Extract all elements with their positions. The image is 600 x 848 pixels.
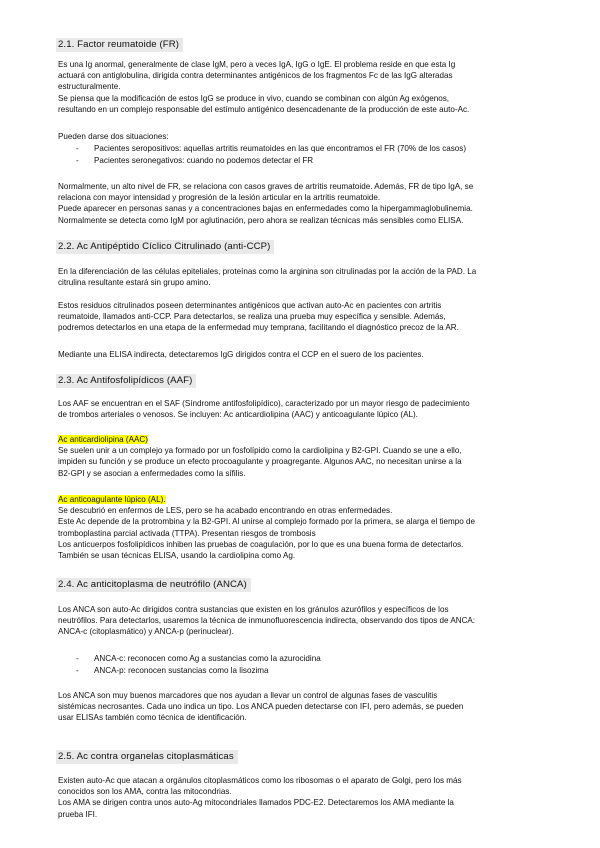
text-line: prueba IFI. [58, 809, 98, 819]
paragraph [58, 690, 528, 724]
text-line: Se descubrió en enfermos de LES, pero se ha acabado encontrando en otras enfermedades. [58, 506, 393, 516]
paragraph [58, 181, 528, 226]
text-line: Normalmente, un alto nivel de FR, se relaciona con casos graves de artritis reumatoide. Además, FR de tipo IgA, se [58, 182, 474, 191]
section-heading-aaf: 2.3. Ac Antifosfolipídicos (AAF) [56, 374, 196, 388]
text-line: estructuralmente. [58, 82, 121, 92]
text-line: Estos residuos citrulinados poseen determinantes antigénicos que activan auto-Ac en pacientes con artritis [58, 301, 442, 310]
paragraph [58, 434, 528, 479]
text-line: Los AMA se dirigen contra unos auto-Ag mitocondriales llamados PDC-E2. Detectaremos los AMA mediante la [58, 798, 454, 808]
list-item: - ANCA-p: reconocen sustancias como la lisozima [76, 666, 269, 675]
section-heading-organelas: 2.5. Ac contra organelas citoplasmáticas [56, 750, 238, 764]
text-line: de trombos arteriales o venosos. Se incluyen: Ac anticardiolipina (AAC) y anticoagulante lúpico (AL). [58, 410, 418, 420]
text-line: Pueden darse dos situaciones: [58, 132, 169, 141]
text-line [58, 494, 528, 505]
text-line: podremos detectarlos en una etapa de la enfermedad muy temprana, facilitando el diagnóstico precoz de la AR. [58, 323, 459, 333]
text-line: neutrófilos. Para detectarlos, usaremos la técnica de inmunofluorescencia indirecta, observando dos tipos de ANCA: [58, 616, 476, 626]
text-line: Puede aparecer en personas sanas y a concentraciones bajas en enfermedades como la hipergammaglobulinemia. [58, 204, 473, 214]
text-line: usar ELISAs también como técnica de identificación. [58, 713, 247, 723]
text-line: relaciona con mayor intensidad y progresión de la lesión articular en la artritis reumatoide. [58, 193, 381, 203]
text-line: impiden su función y se produce un efecto procoagulante y proagregante. Algunos AAC, no necesitan unirse a la [58, 457, 462, 467]
text-line: Se piensa que la modificación de estos IgG se produce in vivo, cuando se combinan con algún Ag exógenos, [58, 93, 450, 103]
section-heading-anca: 2.4. Ac anticitoplasma de neutrófilo (ANCA) [56, 578, 251, 592]
highlighted-subheading: Ac anticoagulante lúpico (AL). [58, 495, 166, 504]
text-line: ANCA-c (citoplasmático) y ANCA-p (perinuclear). [58, 627, 234, 637]
paragraph [58, 604, 528, 638]
paragraph [58, 349, 528, 360]
paragraph [58, 398, 528, 420]
dash-bullet-icon: - [76, 654, 79, 663]
paragraph [58, 775, 528, 820]
text-line [58, 434, 528, 445]
text-line: Los anticuerpos fosfolipídicos inhiben las pruebas de coagulación, por lo que es una buena forma de detectarlos. [58, 539, 464, 549]
text-line: Los ANCA son muy buenos marcadores que nos ayudan a llevar un control de algunas fases de vasculitis [58, 691, 438, 700]
text-line: reumatoide, llamados anti-CCP. Para detectarlos, se realiza una prueba muy específica y sensible. Además, [58, 312, 446, 322]
text-line: actuará con antiglobulina, dirigida contra determinantes antigénicos de los fragmentos Fc de las IgG alteradas [58, 71, 453, 81]
text-line: Mediante una ELISA indirecta, detectaremos IgG dirigidos contra el CCP en el suero de los pacientes. [58, 350, 424, 359]
highlighted-subheading: Ac anticardiolipina (AAC) [58, 435, 148, 444]
text-line: Se suelen unir a un complejo ya formado por un fosfolípido como la cardiolipina y B2-GPI. Cuando se une a ello, [58, 446, 462, 456]
text-line: Los AAF se encuentran en el SAF (Síndrome antifosfolipídico), caracterizado por un mayor riesgo de padecimiento [58, 399, 470, 408]
text-line: sistémicas necrosantes. Cada uno indica un tipo. Los ANCA pueden detectarse con IFI, pero además, se pueden [58, 702, 464, 712]
text-line: tromboplastina parcial activada (TTPA). Presentan riesgos de trombosis [58, 528, 316, 538]
text-line: B2-GPI y se asocian a enfermedades como la sífilis. [58, 468, 246, 478]
list-item: - ANCA-c: reconocen como Ag a sustancias como la azurocidina [76, 654, 321, 663]
section-heading-anti-ccp: 2.2. Ac Antipéptido Cíclico Citrulinado (anti-CCP) [56, 240, 274, 254]
text-line: En la diferenciación de las células epiteliales, proteínas como la arginina son citrulinadas por la acción de la PAD. La [58, 267, 477, 276]
text-line: Normalmente se detecta como IgM por aglutinación, pero ahora se realizan técnicas más sensibles como ELISA. [58, 215, 464, 225]
text-line: Existen auto-Ac que atacan a orgánulos citoplasmáticos como los ribosomas o el aparato de Golgi, pero los más [58, 776, 462, 785]
list-item: - Pacientes seropositivos: aquellas artritis reumatoides en las que encontramos el FR (70% de los casos) [76, 144, 467, 153]
paragraph [58, 131, 528, 142]
paragraph [58, 266, 528, 288]
text-line: Los ANCA son auto-Ac dirigidos contra sustancias que existen en los gránulos azurófilos y específicos de los [58, 605, 449, 614]
text-line: conocidos son los AMA, contra las mitocondrias. [58, 787, 232, 797]
paragraph [58, 494, 528, 561]
paragraph [58, 59, 528, 115]
section-heading-fr: 2.1. Factor reumatoide (FR) [56, 38, 183, 52]
dash-bullet-icon: - [76, 144, 79, 153]
text-line: citrulina resultante estará sin grupo amino. [58, 278, 211, 288]
text-line: Este Ac depende de la protrombina y la B2-GPI. Al unirse al complejo formado por la primera, se alarga el tiempo de [58, 517, 476, 527]
dash-bullet-icon: - [76, 156, 79, 165]
text-line: resultando en un complejo responsable del estímulo antigénico desencadenante de la producción de este auto-Ac. [58, 104, 470, 114]
text-line: Es una Ig anormal, generalmente de clase IgM, pero a veces IgA, IgG o IgE. El problema reside en que esta Ig [58, 60, 456, 69]
paragraph [58, 300, 528, 334]
dash-bullet-icon: - [76, 666, 79, 675]
list-item: - Pacientes seronegativos: cuando no podemos detectar el FR [76, 156, 314, 165]
text-line: También se usan técnicas ELISA, usando la cardiolipina como Ag. [58, 551, 296, 561]
